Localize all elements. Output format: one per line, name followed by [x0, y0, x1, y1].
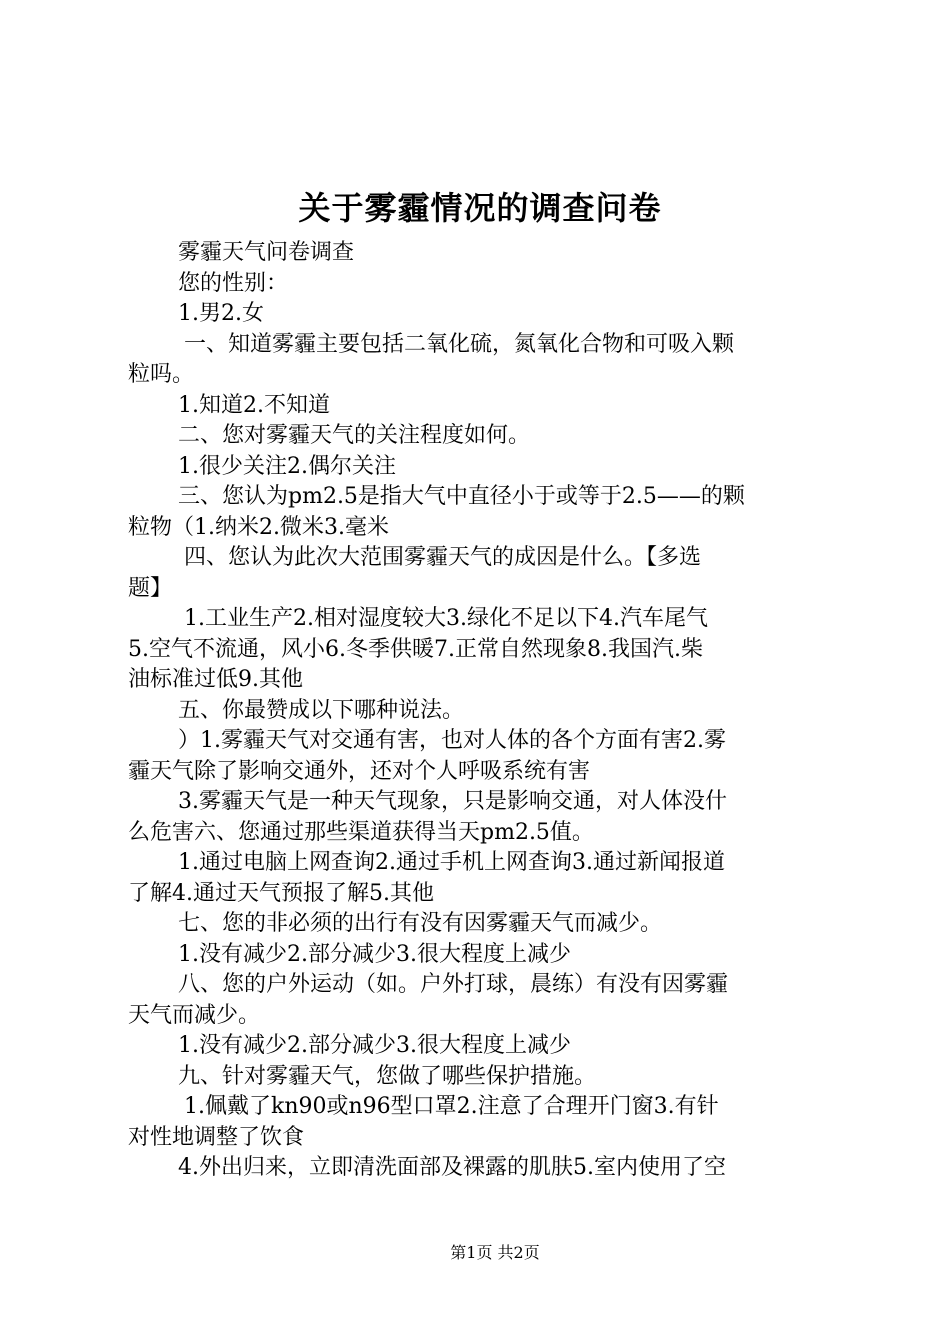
text-line: 雾霾天气问卷调查: [178, 240, 355, 265]
text-line: 4.外出归来，立即清洗面部及裸露的肌肤5.室内使用了空: [178, 1155, 726, 1180]
text-line: ）1.雾霾天气对交通有害，也对人体的各个方面有害2.雾: [178, 728, 726, 753]
text-line: 油标准过低9.其他: [128, 667, 303, 692]
text-line: 粒物（1.纳米2.微米3.毫米: [128, 514, 389, 540]
document-title: 关于雾霾情况的调查问卷: [298, 189, 662, 227]
text-line: 1.没有减少2.部分减少3.很大程度上减少: [178, 1033, 571, 1058]
text-line: 题】: [128, 575, 173, 601]
text-line: 七、您的非必须的出行有没有因雾霾天气而减少。: [178, 911, 663, 936]
text-line: 天气而减少。: [128, 1002, 261, 1028]
text-line: 3.雾霾天气是一种天气现象，只是影响交通，对人体没什: [178, 789, 727, 814]
text-line: 您的性别：: [178, 270, 289, 296]
text-line: 么危害六、您通过那些渠道获得当天pm2.5值。: [128, 819, 594, 845]
text-line: 五、你最赞成以下哪种说法。: [178, 697, 465, 723]
text-line: 了解4.通过天气预报了解5.其他: [128, 880, 434, 906]
text-line: 二、您对雾霾天气的关注程度如何。: [178, 423, 531, 448]
text-line: 霾天气除了影响交通外，还对个人呼吸系统有害: [128, 758, 591, 784]
text-line: 1.工业生产2.相对湿度较大3.绿化不足以下4.汽车尾气: [184, 606, 708, 631]
text-line: 三、您认为pm2.5是指大气中直径小于或等于2.5——的颗: [178, 484, 745, 509]
text-line: 四、您认为此次大范围雾霾天气的成因是什么。【多选: [184, 545, 702, 570]
text-line: 八、您的户外运动（如。户外打球，晨练）有没有因雾霾: [178, 972, 729, 997]
document-body: [128, 238, 830, 1184]
text-line: 1.知道2.不知道: [178, 392, 330, 418]
text-line: 1.很少关注2.偶尔关注: [178, 453, 396, 479]
text-line: 1.通过电脑上网查询2.通过手机上网查询3.通过新闻报道: [178, 850, 725, 875]
text-line: 九、针对雾霾天气，您做了哪些保护措施。: [178, 1063, 597, 1089]
text-line: 1.男2.女: [178, 301, 264, 326]
text-line: 粒吗。: [128, 362, 195, 387]
page-footer: 第1页 共2页: [450, 1243, 540, 1262]
text-line: 对性地调整了饮食: [128, 1124, 305, 1150]
text-line: 5.空气不流通，风小6.冬季供暖7.正常自然现象8.我国汽.柴: [128, 636, 703, 662]
text-line: 1.佩戴了kn90或n96型口罩2.注意了合理开门窗3.有针: [184, 1094, 719, 1119]
text-line: 一、知道雾霾主要包括二氧化硫，氮氧化合物和可吸入颗: [184, 331, 735, 357]
text-line: 1.没有减少2.部分减少3.很大程度上减少: [178, 941, 571, 967]
